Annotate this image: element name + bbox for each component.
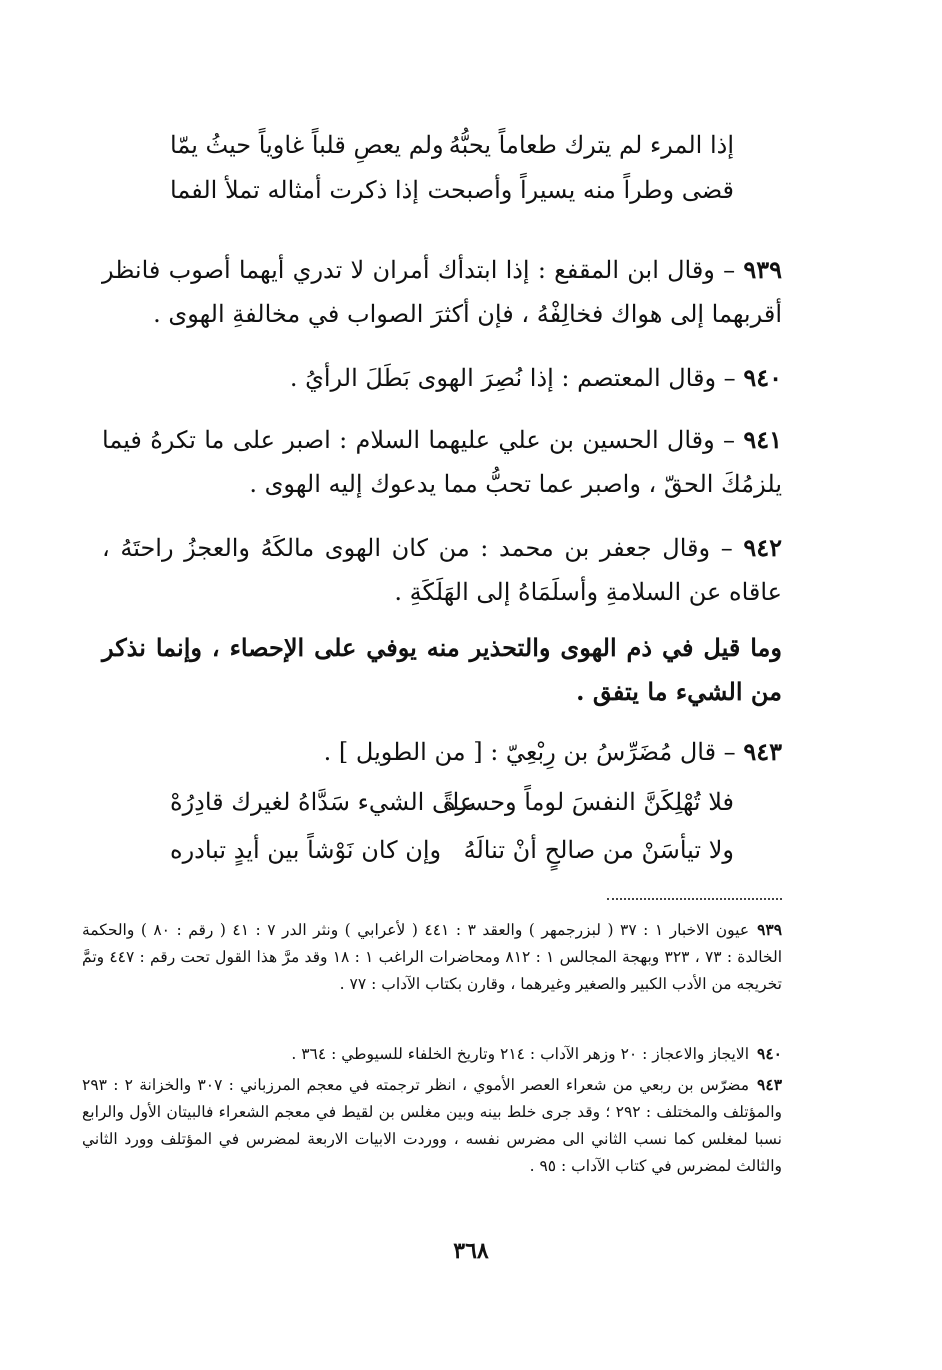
footnote-number: ٩٣٩: [757, 920, 783, 939]
paragraph-943: [102, 730, 782, 774]
paragraph-number: ٩٣٩: [743, 255, 782, 284]
page-number: ٣٦٨: [453, 1238, 489, 1264]
verse-1-hemistich-1: إذا المرء لم يترك طعاماً يحبُّهُ: [448, 131, 734, 159]
paragraph-text: – وقال ابن المقفع : إذا ابتدأك أمران لا تدري أيهما أصوب فانظر أقربهما إلى هواك فخالِفْهُ ، فإن أكثرَ الصواب في مخالفةِ الهوى .: [102, 256, 782, 328]
section-heading: وما قيل في ذم الهوى والتحذير منه يوفي على الإحصاء ، وإنما نذكر من الشيء ما يتفق .: [102, 633, 782, 706]
paragraph-939: [102, 248, 782, 336]
paragraph-number: ٩٤١: [743, 425, 782, 454]
footnote-text: مضرّس بن ربعي من شعراء العصر الأموي ، انظر ترجمته في معجم المرزباني : ٣٠٧ والخزانة ٢ : ٢٩٣ والمؤتلف والمختلف : ٢٩٢ ؛ وقد جرى خلط بينه وبين مغلس بن لقيط في معجم الشعراء فالبيتان الأول والرابع نسبا لمغلس كما نسب الثاني الى مضرس نفسه ، ووردت الابيات الاربعة لمضرس في المؤتلف وورد الثاني والثالث لمضرس في كتاب الآداب : ٩٥ .: [82, 1076, 783, 1175]
paragraph-number: ٩٤٠: [743, 363, 782, 392]
verse-4-hemistich-2: وإن كان نَوْشاً بين أيدٍ تبادره: [170, 836, 442, 864]
footnote-943: [82, 1071, 782, 1180]
verse-2-hemistich-2: إذا ذكرت أمثاله تملأ الفما: [170, 176, 419, 204]
paragraph-text: – وقال جعفر بن محمد : من كان الهوى مالكَهُ والعجزُ راحتَهُ ، عاقاه عن السلامةِ وأسلَمَاهُ إلى الهَلَكَةِ .: [102, 534, 782, 606]
footnote-939: [82, 916, 782, 998]
verse-1-hemistich-2: ولم يعصِ قلباً غاوياً حيثُ يمّا: [170, 131, 444, 159]
paragraph-941: [102, 418, 782, 506]
verse-2-hemistich-1: قضى وطراً منه يسيراً وأصبحت: [427, 176, 734, 204]
footnote-number: ٩٤٣: [757, 1075, 783, 1094]
footnote-separator: [607, 898, 782, 900]
paragraph-number: ٩٤٢: [743, 533, 782, 562]
verse-4-hemistich-1: ولا تيأسَنْ من صالحٍ أنْ تنالَهُ: [463, 836, 734, 864]
verse-3-hemistich-2: على الشيء سَدَّاهُ لغيرك قادِرُهْ: [170, 788, 475, 816]
paragraph-number: ٩٤٣: [743, 737, 782, 766]
paragraph-942: [102, 526, 782, 614]
paragraph-text: – وقال الحسين بن علي عليهما السلام : اصبر على ما تكرهُ فيما يلزمُكَ الحقّ ، واصبر عما تحبُّ مما يدعوك إليه الهوى .: [102, 426, 782, 498]
paragraph-940: [102, 356, 782, 400]
paragraph-text: – وقال المعتصم : إذا نُصِرَ الهوى بَطَلَ الرأيُ .: [289, 364, 736, 392]
footnote-940: [82, 1040, 782, 1068]
footnote-number: ٩٤٠: [757, 1044, 782, 1063]
verse-3-hemistich-1: فلا تُهْلِكَنَّ النفسَ لوماً وحسرةً: [442, 788, 734, 816]
footnote-text: الايجاز والاعجاز : ٢٠ وزهر الآداب : ٢١٤ وتاريخ الخلفاء للسيوطي : ٣٦٤ .: [291, 1045, 750, 1063]
footnote-text: عيون الاخبار ١ : ٣٧ ( لبزرجمهر ) والعقد ٣ : ٤٤١ ( لأعرابي ) ونثر الدر ٧ : ٤١ ( رقم : ٨٠ ) والحكمة الخالدة : ٧٣ ، ٣٢٣ وبهجة المجالس ١ : ٨١٢ ومحاضرات الراغب ١ : ١٨ وقد مرَّ هذا القول تحت رقم : ٤٤٧ وتمَّ تخريجه من الأدب الكبير والصغير وغيرهما ، وقارن بكتاب الآداب : ٧٧ .: [82, 921, 783, 993]
paragraph-text: – قال مُضَرِّسُ بن رِبْعِيّ : [ من الطويل ] .: [323, 738, 736, 766]
